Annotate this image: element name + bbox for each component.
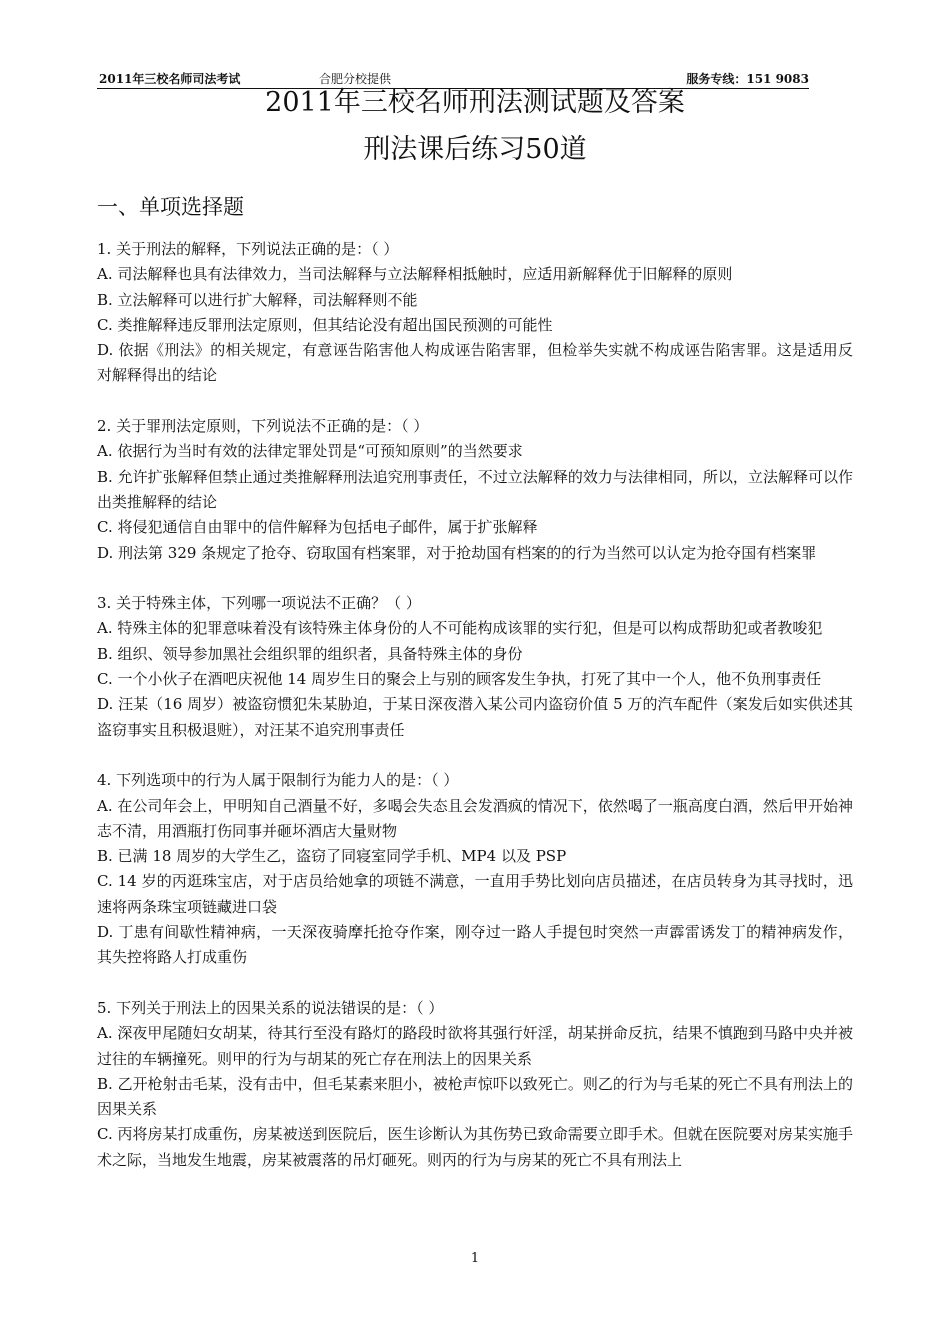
question-stem: 2. 关于罪刑法定原则，下列说法不正确的是：（ ）: [97, 417, 429, 436]
answer-option: D. 汪某（16 周岁）被盗窃惯犯朱某胁迫，于某日深夜潜入某公司内盗窃价值 5 万的汽车配件（案发后如实供述其盗窃事实且积极退赃），对汪某不追究刑事责任: [97, 695, 853, 739]
question-block: [97, 591, 853, 743]
question-block: [97, 768, 853, 970]
answer-option: A. 依据行为当时有效的法律定罪处罚是“可预知原则”的当然要求: [97, 442, 523, 461]
answer-option: A. 司法解释也具有法律效力，当司法解释与立法解释相抵触时，应适用新解释优于旧解释的原则: [97, 265, 733, 284]
answer-option: A. 特殊主体的犯罪意味着没有该特殊主体身份的人不可能构成该罪的实行犯，但是可以构成帮助犯或者教唆犯: [97, 619, 823, 638]
question-stem: 3. 关于特殊主体，下列哪一项说法不正确？（ ）: [97, 594, 421, 613]
answer-option: D. 丁患有间歇性精神病，一天深夜骑摩托抢夺作案，刚夺过一路人手提包时突然一声霹雷诱发丁的精神病发作，其失控将路人打成重伤: [97, 923, 853, 967]
answer-option: D. 刑法第 329 条规定了抢夺、窃取国有档案罪，对于抢劫国有档案的的行为当然可以认定为抢夺国有档案罪: [97, 543, 817, 562]
header-left-text: 2011年三校名师司法考试: [99, 72, 241, 86]
question-block: [97, 414, 853, 566]
question-list: [97, 237, 853, 1198]
page-number: 1: [470, 1251, 480, 1266]
answer-option: C. 丙将房某打成重伤，房某被送到医院后，医生诊断认为其伤势已致命需要立即手术。但就在医院要对房某实施手术之际，当地发生地震，房某被震落的吊灯砸死。则丙的行为与房某的死亡不具有刑法上: [97, 1125, 853, 1169]
question-block: [97, 996, 853, 1173]
answer-option: C. 14 岁的丙逛珠宝店，对于店员给她拿的项链不满意，一直用手势比划向店员描述，在店员转身为其寻找时，迅速将两条珠宝项链藏进口袋: [97, 872, 853, 916]
answer-option: C. 一个小伙子在酒吧庆祝他 14 周岁生日的聚会上与别的顾客发生争执，打死了其中一个人，他不负刑事责任: [97, 670, 822, 689]
answer-option: C. 将侵犯通信自由罪中的信件解释为包括电子邮件，属于扩张解释: [97, 518, 538, 537]
header-middle-text: 合肥分校提供: [319, 72, 392, 86]
document-subtitle: 刑法课后练习50道: [363, 134, 587, 165]
question-stem: 4. 下列选项中的行为人属于限制行为能力人的是：（ ）: [97, 771, 459, 790]
document-title: 2011年三校名师刑法测试题及答案: [265, 87, 685, 118]
answer-option: B. 立法解释可以进行扩大解释，司法解释则不能: [97, 290, 418, 309]
answer-option: D. 依据《刑法》的相关规定，有意诬告陷害他人构成诬告陷害罪，但检举失实就不构成诬告陷害罪。这是适用反对解释得出的结论: [97, 341, 853, 385]
answer-option: B. 允许扩张解释但禁止通过类推解释刑法追究刑事责任，不过立法解释的效力与法律相同，所以，立法解释可以作出类推解释的结论: [97, 467, 853, 511]
question-stem: 5. 下列关于刑法上的因果关系的说法错误的是：（ ）: [97, 998, 444, 1017]
section-heading: 一、单项选择题: [97, 195, 244, 219]
question-stem: 1. 关于刑法的解释，下列说法正确的是：（ ）: [97, 240, 399, 258]
question-block: [97, 237, 853, 389]
answer-option: A. 在公司年会上，甲明知自己酒量不好，多喝会失态且会发酒疯的情况下，依然喝了一瓶高度白酒，然后甲开始神志不清，用酒瓶打伤同事并砸坏酒店大量财物: [97, 796, 853, 840]
answer-option: A. 深夜甲尾随妇女胡某，待其行至没有路灯的路段时欲将其强行奸淫，胡某拼命反抗，结果不慎跑到马路中央并被过往的车辆撞死。则甲的行为与胡某的死亡存在刑法上的因果关系: [97, 1024, 853, 1068]
answer-option: B. 乙开枪射击毛某，没有击中，但毛某素来胆小，被枪声惊吓以致死亡。则乙的行为与毛某的死亡不具有刑法上的因果关系: [97, 1074, 853, 1119]
answer-option: C. 类推解释违反罪刑法定原则，但其结论没有超出国民预测的可能性: [97, 315, 553, 334]
answer-option: B. 组织、领导参加黑社会组织罪的组织者，具备特殊主体的身份: [97, 644, 523, 663]
header-right-text: 服务专线：151 9083: [686, 72, 809, 86]
answer-option: B. 已满 18 周岁的大学生乙，盗窃了同寝室同学手机、MP4 以及 PSP: [97, 847, 567, 866]
